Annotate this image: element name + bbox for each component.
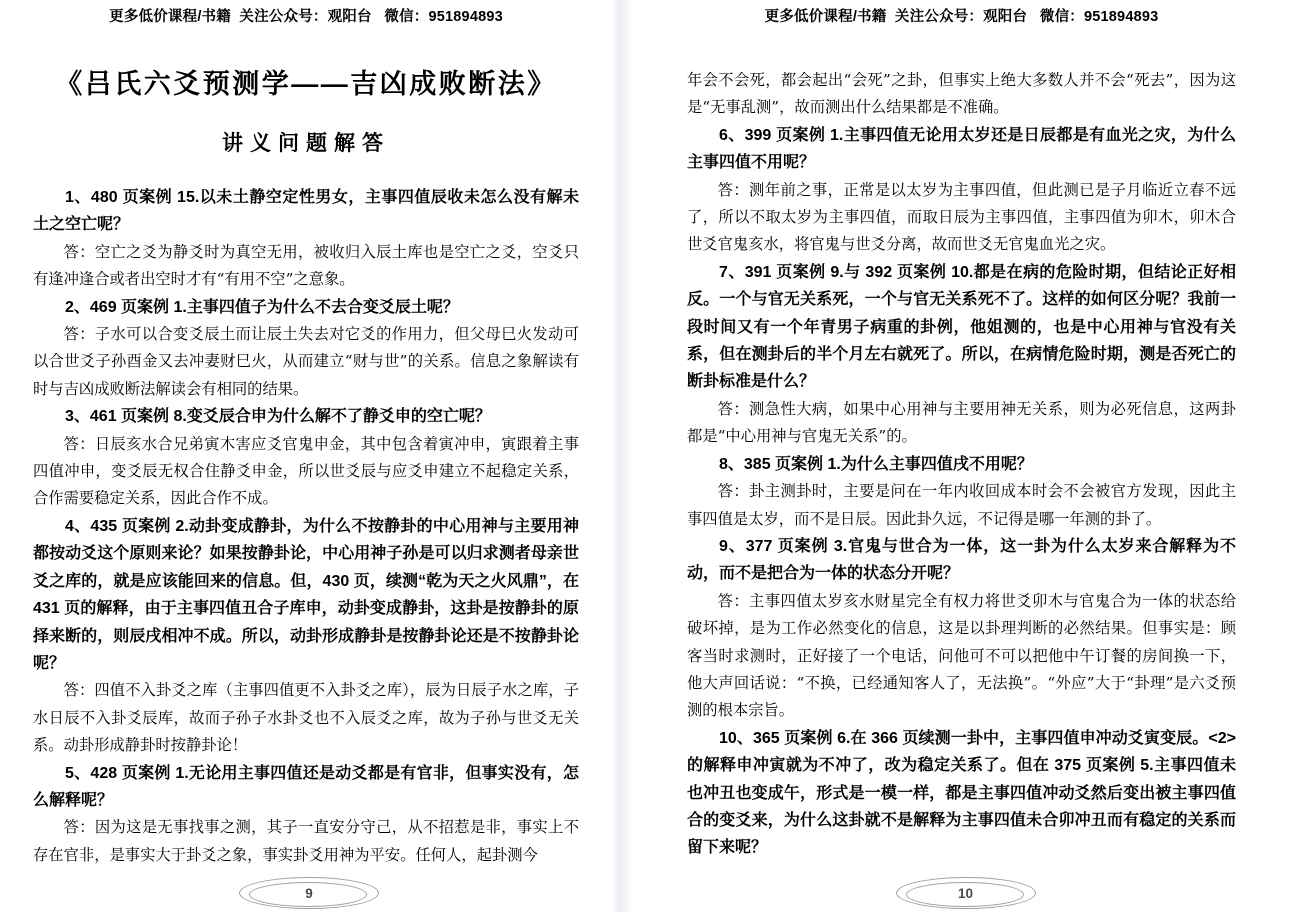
- page-9: [0, 0, 612, 912]
- page-gutter: [612, 0, 631, 912]
- qa-paragraph: 答：测急性大病，如果中心用神与主要用神无关系，则为必死信息，这两卦都是“中心用神与官鬼无关系”的。: [687, 399, 1236, 446]
- qa-paragraph: 年会不会死，都会起出“会死”之卦，但事实上绝大多数人并不会“死去”，因为这是“无事乱测”，故而测出什么结果都是不准确。: [687, 71, 1236, 117]
- qa-paragraph: 答：主事四值太岁亥水财星完全有权力将世爻卯木与官鬼合为一体的状态给破坏掉，是为工作必然变化的信息，这是以卦理判断的必然结果。但事实是：顾客当时求测时，正好接了一个电话，问他可不可以把他中午订餐的房间换一下，他大声回话说：“不换，已经通知客人了，无法换”。“外应”大于“卦理”是六爻预测的根本宗旨。: [687, 591, 1236, 720]
- promo-header-left: 更多低价课程/书籍 关注公众号：观阳台 微信：951894893: [109, 9, 503, 25]
- qa-paragraph: 答：卦主测卦时，主要是问在一年内收回成本时会不会被官方发现，因此主事四值是太岁，而不是日辰。因此卦久远，不记得是哪一年测的卦了。: [687, 482, 1236, 528]
- qa-paragraph: 9、377 页案例 3.官鬼与世合为一体，这一卦为什么太岁来合解释为不动，而不是把合为一体的状态分开呢？: [687, 537, 1236, 583]
- page-number-badge-left: [231, 877, 381, 911]
- promo-header-right: 更多低价课程/书籍 关注公众号：观阳台 微信：951894893: [764, 9, 1159, 25]
- qa-paragraph: 答：四值不入卦爻之库（主事四值更不入卦爻之库），辰为日辰子水之库，子水日辰不入卦爻辰库，故而子孙子水卦爻也不入辰爻之库，故为子孙与世爻无关系。动卦形成静卦时按静卦论！: [33, 681, 579, 755]
- document-subtitle: 讲义问题解答: [222, 132, 390, 155]
- page-number-left: 9: [305, 885, 313, 901]
- qa-paragraph: 答：因为这是无事找事之测，其子一直安分守己，从不招惹是非，事实上不存在官非，是事实大于卦爻之象，事实卦爻用神为平安。任何人，起卦测今: [33, 818, 579, 864]
- qa-paragraph: 7、391 页案例 9.与 392 页案例 10.都是在病的危险时期，但结论正好相反。一个与官无关系死，一个与官无关系死不了。这样的如何区分呢？我前一段时间又有一个年青男子病重的卦例，他姐测的，也是中心用神与官没有关系，但在测卦后的半个月左右就死了。所以，在病情危险时期，测是否死亡的断卦标准是什么？: [687, 263, 1236, 391]
- qa-content-right: [687, 67, 1236, 862]
- qa-paragraph: 4、435 页案例 2.动卦变成静卦，为什么不按静卦的中心用神与主要用神都按动爻这个原则来论？如果按静卦论，中心用神子孙是可以归求测者母亲世爻之库的，就是应该能回来的信息。但，430 页，续测“乾为天之火风鼎”，在 431 页的解释，由于主事四值丑合子库申，动卦变成静卦，这卦是按静卦的原择来断的，则辰戌相冲不成。所以，动卦形成静卦是按静卦论还是不按静卦论呢？: [33, 517, 579, 672]
- qa-paragraph: 6、399 页案例 1.主事四值无论用太岁还是日辰都是有血光之灾，为什么主事四值不用呢？: [687, 126, 1236, 172]
- qa-paragraph: 答：子水可以合变爻辰土而让辰土失去对它爻的作用力，但父母巳火发动可以合世爻子孙酉金又去冲妻财巳火，从而建立“财与世”的关系。信息之象解读有时与吉凶成败断法解读会有相同的结果。: [33, 325, 579, 398]
- qa-content-left: [33, 184, 579, 869]
- qa-paragraph: 答：测年前之事，正常是以太岁为主事四值，但此测已是子月临近立春不远了，所以不取太岁为主事四值，而取日辰为主事四值，主事四值为卯木，卯木合世爻官鬼亥水，将官鬼与世爻分离，故而世爻无官鬼血光之灾。: [687, 180, 1236, 254]
- document-title: 《吕氏六爻预测学——吉凶成败断法》: [55, 69, 557, 99]
- qa-paragraph: 答：日辰亥水合兄弟寅木害应爻官鬼申金，其中包含着寅冲申，寅跟着主事四值冲申，变爻辰无权合住静爻申金，所以世爻辰与应爻申建立不起稳定关系，合作需要稳定关系，因此合作不成。: [33, 434, 579, 508]
- page-number-right: 10: [957, 885, 974, 901]
- qa-paragraph: 5、428 页案例 1.无论用主事四值还是动爻都是有官非，但事实没有，怎么解释呢？: [33, 764, 579, 809]
- qa-paragraph: 2、469 页案例 1.主事四值子为什么不去合变爻辰土呢？: [65, 298, 459, 316]
- qa-paragraph: 1、480 页案例 15.以未土静空定性男女，主事四值辰收未怎么没有解未土之空亡呢？: [33, 189, 579, 234]
- qa-paragraph: 3、461 页案例 8.变爻辰合申为什么解不了静爻申的空亡呢？: [65, 408, 491, 426]
- qa-paragraph: 10、365 页案例 6.在 366 页续测一卦中，主事四值申冲动爻寅变辰。<2>的解释申冲寅就为不冲了，改为稳定关系了。但在 375 页案例 5.主事四值未也冲丑也变成午，形式是一模一样，都是主事四值冲动爻然后变出被主事四值合的变爻来，为什么这卦就不是解释为主事四值未合卯冲丑而有稳定的关系而留下来呢？: [687, 729, 1236, 857]
- qa-paragraph: 答：空亡之爻为静爻时为真空无用，被收归入辰土库也是空亡之爻，空爻只有逢冲逢合或者出空时才有“有用不空”之意象。: [33, 242, 579, 289]
- page-10: [631, 0, 1294, 912]
- page-number-badge-right: [888, 877, 1038, 911]
- qa-paragraph: 8、385 页案例 1.为什么主事四值戌不用呢？: [719, 455, 1033, 473]
